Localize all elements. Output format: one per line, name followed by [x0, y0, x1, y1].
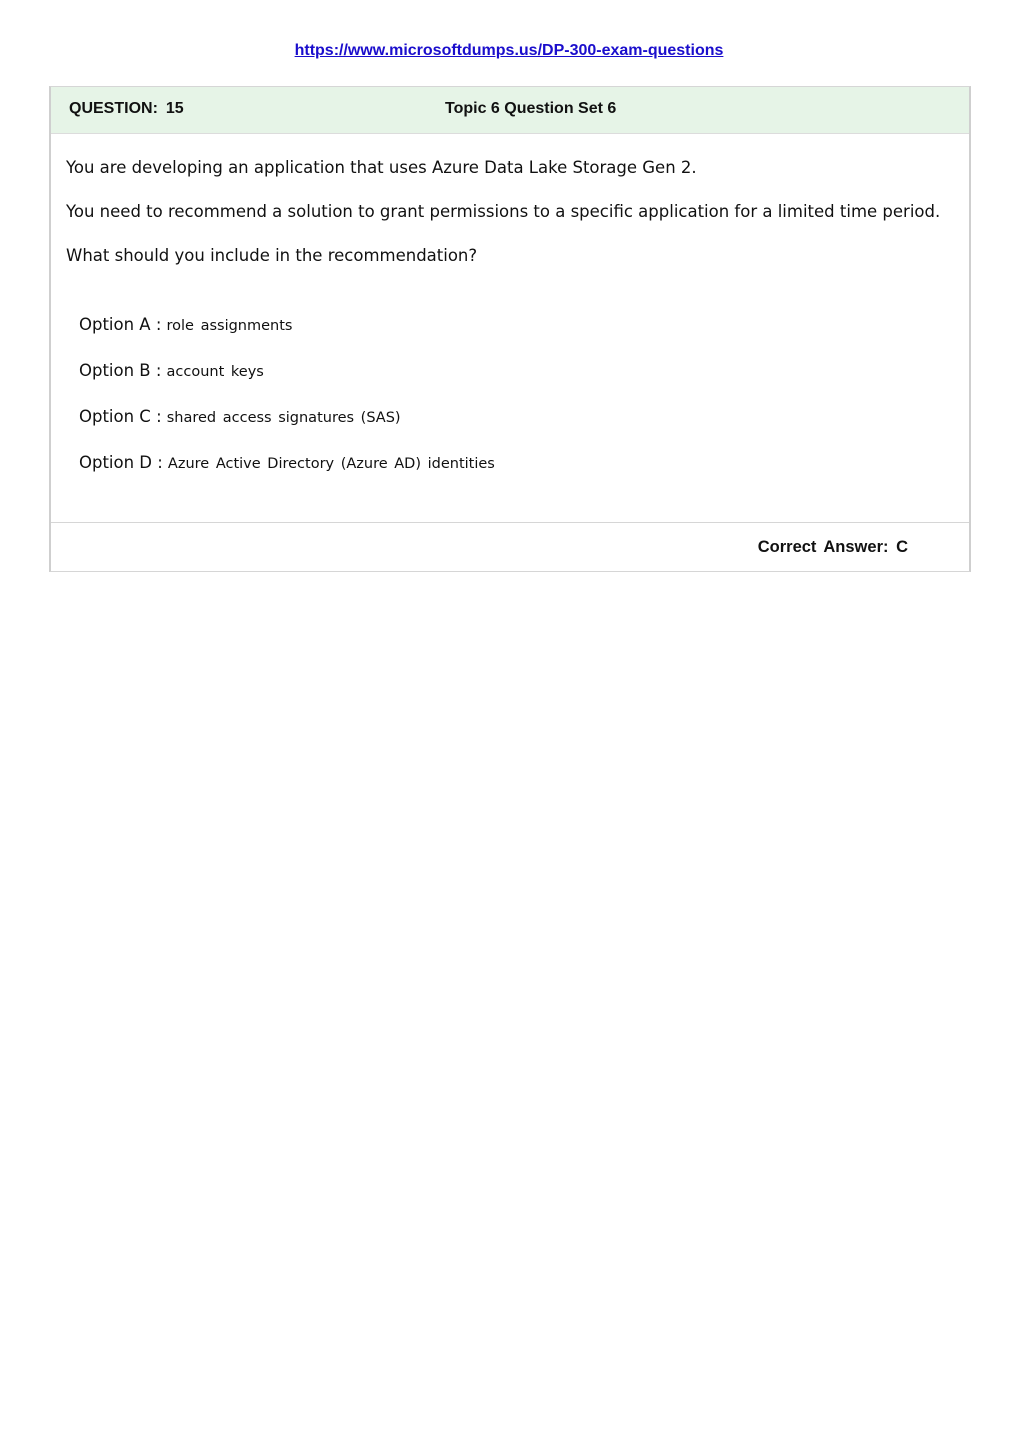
option-a [79, 315, 495, 361]
question-line: You are developing an application that uses Azure Data Lake Storage Gen 2. [66, 158, 697, 177]
question-number [69, 100, 184, 118]
option-text: Azure Active Directory (Azure AD) identities [167, 456, 495, 472]
option-c [79, 407, 495, 453]
question-label: QUESTION: [69, 100, 158, 117]
question-line: You need to recommend a solution to grant permissions to a specific application for a limited time period. [66, 202, 941, 221]
option-label: Option C : [79, 407, 162, 426]
option-label: Option B : [79, 361, 162, 380]
answer-footer [51, 522, 969, 573]
question-topic: Topic 6 Question Set 6 [445, 100, 617, 117]
option-text: account keys [166, 364, 264, 380]
correct-answer: Correct Answer: C [757, 538, 908, 556]
option-b [79, 361, 495, 407]
question-header [51, 87, 969, 134]
option-label: Option D : [79, 453, 163, 472]
option-text: role assignments [166, 318, 293, 334]
question-card [49, 86, 971, 572]
question-line: What should you include in the recommendation? [66, 246, 478, 265]
option-label: Option A : [79, 315, 162, 334]
option-d [79, 453, 495, 499]
option-text: shared access signatures (SAS) [166, 410, 401, 426]
source-url-link[interactable]: https://www.microsoftdumps.us/DP-300-exam-questions [294, 42, 724, 59]
question-text [66, 157, 956, 289]
question-number-value: 15 [165, 100, 184, 117]
answer-options [79, 315, 495, 499]
